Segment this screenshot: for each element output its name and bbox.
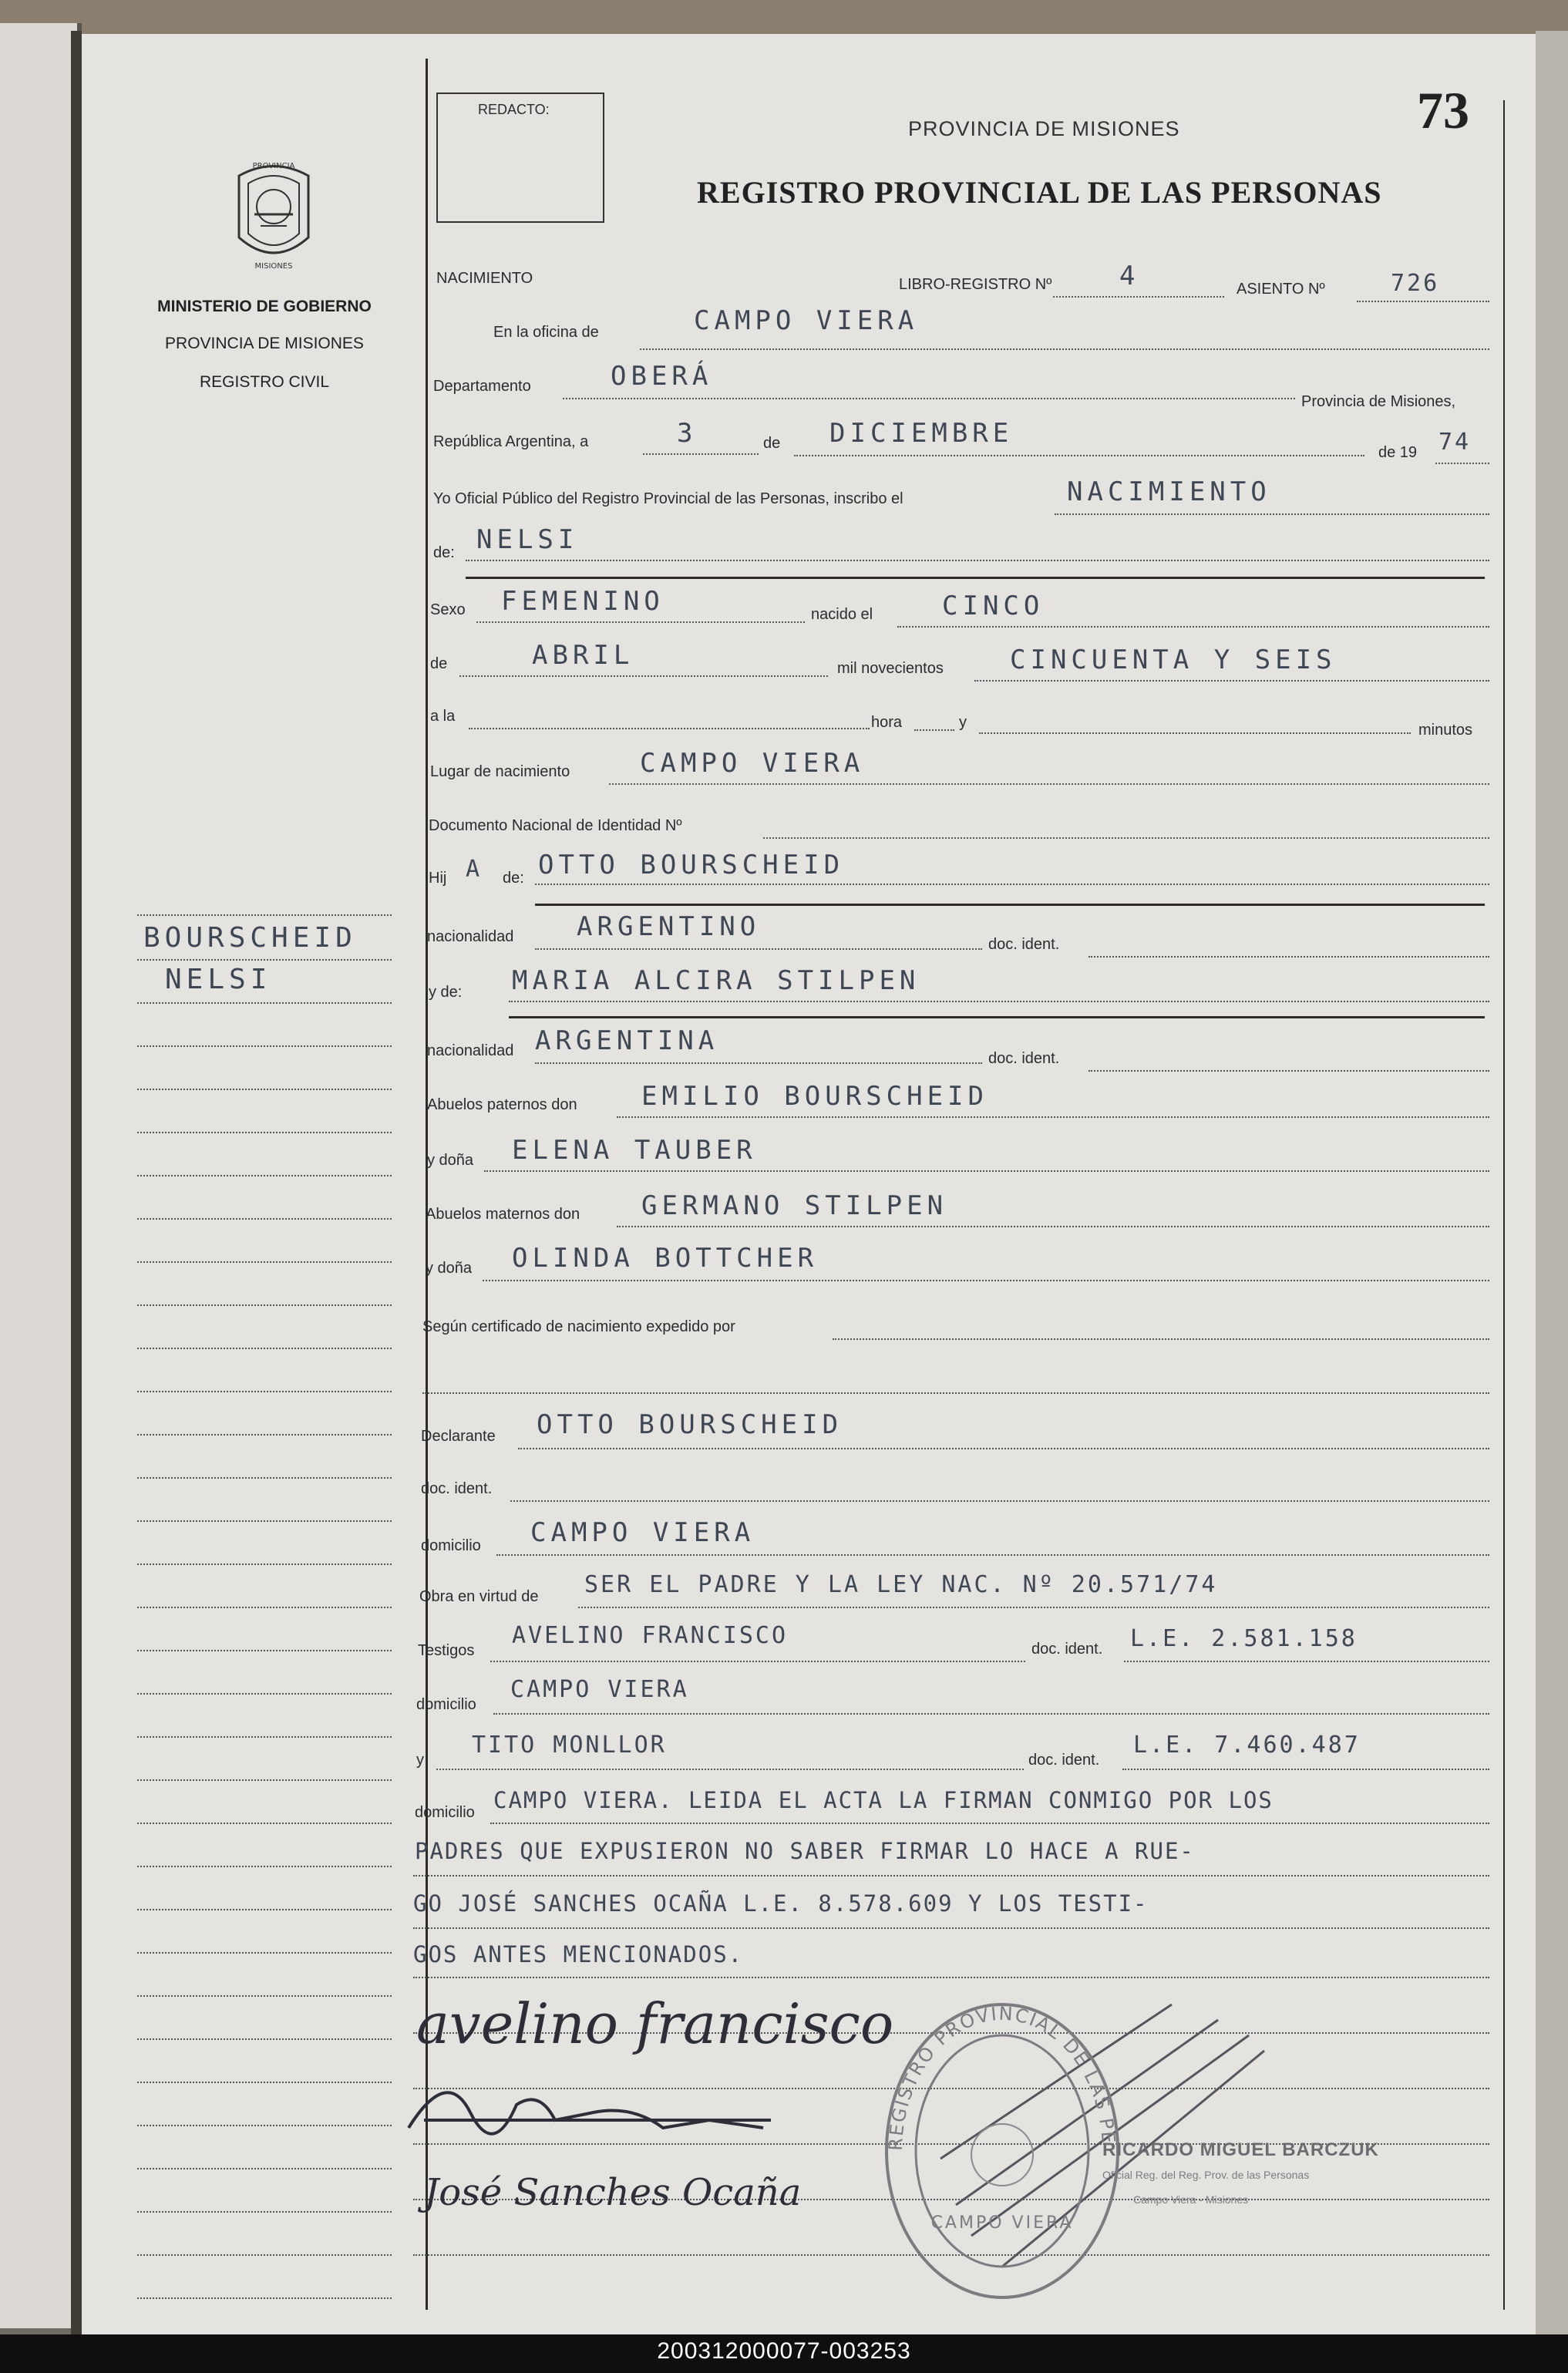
- sexo-line: [476, 621, 805, 623]
- testigo2-line: [436, 1769, 1024, 1770]
- form-right-rule: [1503, 100, 1505, 2310]
- province-title: PROVINCIA DE MISIONES: [908, 117, 1180, 140]
- testigo1-doc-line: [1124, 1661, 1489, 1662]
- nacido-label: nacido el: [811, 606, 873, 623]
- testigo2-doc-line: [1122, 1769, 1489, 1770]
- abuelo-mat-line: [617, 1226, 1489, 1227]
- coat-of-arms-icon: [224, 153, 324, 276]
- hij-de-label: de:: [503, 870, 524, 887]
- ministry-office: REGISTRO CIVIL: [199, 373, 330, 391]
- margin-rule: [137, 1348, 392, 1349]
- persona-line: [466, 560, 1489, 561]
- declarante-line: [518, 1448, 1489, 1449]
- domicilio3-line4: GOS ANTES MENCIONADOS.: [413, 1941, 744, 1967]
- domicilio1-line: [496, 1554, 1489, 1556]
- domicilio3-line2: PADRES QUE EXPUSIERON NO SABER FIRMAR LO HACE A RUE-: [415, 1838, 1195, 1864]
- margin-rule: [137, 2168, 392, 2169]
- persona-underline: [466, 577, 1485, 579]
- docident5-label: doc. ident.: [1028, 1752, 1100, 1769]
- year-value: 74: [1438, 429, 1472, 456]
- nacionalidad2-label: nacionalidad: [427, 1042, 514, 1059]
- docident2-label: doc. ident.: [988, 1050, 1060, 1067]
- testigo1-doc: L.E. 2.581.158: [1130, 1625, 1358, 1652]
- domicilio2-line: [493, 1713, 1489, 1715]
- abuela-pat-value: ELENA TAUBER: [512, 1135, 757, 1166]
- asiento-label: ASIENTO Nº: [1237, 281, 1325, 298]
- signature-1: avelino francisco: [416, 1991, 894, 2056]
- margin-surname: BOURSCHEID: [143, 922, 357, 954]
- margin-rule: [137, 959, 392, 961]
- madre-underline: [509, 1016, 1485, 1018]
- asiento-value: 726: [1391, 270, 1440, 297]
- persona-value: NELSI: [476, 524, 579, 555]
- month-line: [794, 455, 1364, 456]
- margin-rule: [137, 1866, 392, 1867]
- abuelo-mat-value: GERMANO STILPEN: [641, 1190, 948, 1221]
- margin-rule: [137, 1650, 392, 1651]
- domicilio2-value: CAMPO VIERA: [510, 1676, 689, 1703]
- domicilio3-line1: CAMPO VIERA. LEIDA EL ACTA LA FIRMAN CONMIGO POR LOS: [493, 1787, 1274, 1813]
- nacionalidad1-value: ARGENTINO: [577, 911, 761, 942]
- ydona2-label: y doña: [426, 1260, 473, 1277]
- book-spine: [71, 31, 82, 2336]
- margin-rule: [137, 1995, 392, 1997]
- sexo-label: Sexo: [430, 601, 466, 618]
- margin-rule: [137, 1909, 392, 1910]
- signature-3: José Sanches Ocaña: [424, 2171, 802, 2214]
- abuela-mat-line: [483, 1280, 1489, 1281]
- margin-rule: [137, 1520, 392, 1522]
- margin-rule: [137, 1693, 392, 1695]
- redacto-label: REDACTO:: [478, 102, 550, 117]
- testigo1-line: [490, 1661, 1025, 1662]
- mil-label: mil novecientos: [837, 660, 944, 677]
- anio-nac-value: CINCUENTA Y SEIS: [1010, 645, 1337, 675]
- declarante-value: OTTO BOURSCHEID: [537, 1409, 843, 1440]
- dni-label: Documento Nacional de Identidad Nº: [429, 817, 682, 834]
- anio-nac-line: [974, 680, 1489, 682]
- ministry-province: PROVINCIA DE MISIONES: [165, 335, 364, 352]
- testigo2-value: TITO MONLLOR: [472, 1732, 667, 1759]
- docident3-line: [510, 1500, 1489, 1502]
- margin-rule: [137, 2211, 392, 2213]
- padre-value: OTTO BOURSCHEID: [538, 850, 845, 880]
- redacto-box: [436, 93, 604, 223]
- margin-rule: [137, 1261, 392, 1263]
- docident1-label: doc. ident.: [988, 936, 1060, 953]
- mes-nac-line: [459, 675, 828, 677]
- margin-rule: [137, 1823, 392, 1824]
- ydona1-label: y doña: [427, 1152, 474, 1169]
- signature-2-scribble: [409, 2092, 771, 2133]
- domicilio1-value: CAMPO VIERA: [530, 1517, 755, 1548]
- departamento-label: Departamento: [433, 378, 531, 395]
- hora-line: [469, 728, 870, 729]
- hora-label: hora: [871, 714, 903, 731]
- madre-line: [509, 1001, 1489, 1002]
- stamp-emblem-icon: [971, 2124, 1033, 2186]
- acto-line: [1055, 513, 1489, 515]
- abuela-mat-value: OLINDA BOTTCHER: [512, 1243, 819, 1274]
- certificado-line-2: [422, 1392, 1489, 1394]
- domicilio3-label: domicilio: [415, 1804, 475, 1821]
- abuela-pat-line: [484, 1170, 1489, 1172]
- margin-rule: [137, 1434, 392, 1436]
- de-label: de: [763, 435, 781, 452]
- madre-value: MARIA ALCIRA STILPEN: [512, 965, 920, 996]
- year-line: [1435, 463, 1489, 464]
- abuelos-mat-label: Abuelos maternos don: [426, 1206, 580, 1223]
- facing-page: [0, 23, 82, 2328]
- padre-line: [535, 884, 1489, 885]
- certificado-label: Según certificado de nacimiento expedido por: [422, 1318, 735, 1335]
- margin-rule: [137, 1607, 392, 1608]
- domicilio2-label: domicilio: [416, 1696, 476, 1713]
- obra-line: [578, 1607, 1489, 1608]
- docident4-label: doc. ident.: [1031, 1641, 1103, 1658]
- testigo2-doc: L.E. 7.460.487: [1133, 1732, 1361, 1759]
- sexo-value: FEMENINO: [501, 586, 665, 617]
- day-value: 3: [677, 418, 698, 449]
- nacionalidad1-label: nacionalidad: [427, 928, 514, 945]
- padre-underline: [535, 904, 1485, 906]
- margin-rule: [137, 2125, 392, 2126]
- mes-nac-value: ABRIL: [532, 640, 634, 671]
- hora-line-2: [914, 729, 954, 731]
- ministry-name: MINISTERIO DE GOBIERNO: [157, 298, 372, 315]
- docident2-line: [1089, 1070, 1489, 1072]
- officer-title: Oficial Reg. del Reg. Prov. de las Personas: [1102, 2169, 1310, 2181]
- officer-name: RICARDO MIGUEL BARCZUK: [1102, 2139, 1379, 2160]
- domicilio3-line3: GO JOSÉ SANCHES OCAÑA L.E. 8.578.609 Y LOS TESTI-: [413, 1890, 1149, 1917]
- margin-rule: [137, 1736, 392, 1738]
- departamento-line: [563, 398, 1295, 399]
- margin-rule: [137, 1477, 392, 1479]
- de-persona-label: de:: [433, 544, 455, 561]
- abuelos-pat-label: Abuelos paternos don: [427, 1096, 577, 1113]
- libro-label: LIBRO-REGISTRO Nº: [899, 276, 1052, 293]
- continuation-line-2: [413, 1927, 1489, 1929]
- day-line: [643, 453, 759, 455]
- margin-rule: [137, 1218, 392, 1220]
- provincia-label: Provincia de Misiones,: [1301, 393, 1456, 410]
- obra-label: Obra en virtud de: [419, 1588, 539, 1605]
- month-value: DICIEMBRE: [829, 418, 1014, 449]
- signatures-area: [401, 1974, 1449, 2328]
- document-id: 200312000077-003253: [657, 2338, 911, 2364]
- lugar-line: [609, 783, 1489, 785]
- y-label: y: [959, 714, 967, 731]
- declarante-label: Declarante: [421, 1428, 496, 1445]
- officer-place: Campo Viera - Misiones: [1133, 2193, 1249, 2206]
- y2-label: y: [416, 1752, 424, 1769]
- minutos-label: minutos: [1418, 722, 1473, 739]
- margin-rule: [137, 1089, 392, 1090]
- abuelo-pat-line: [617, 1116, 1489, 1118]
- nacimiento-label: NACIMIENTO: [436, 270, 533, 287]
- margin-rule: [137, 1563, 392, 1565]
- oficina-line: [640, 348, 1489, 350]
- yde-label: y de:: [429, 984, 463, 1001]
- margin-rule: [137, 1304, 392, 1306]
- hij-label: Hij: [429, 870, 447, 887]
- book-cover-edge: [0, 0, 1568, 35]
- departamento-value: OBERÁ: [611, 361, 713, 392]
- dni-line: [763, 837, 1489, 839]
- continuation-line-1: [413, 1875, 1489, 1877]
- stamp-ring-text: REGISTRO PROVINCIAL DE LAS PE: [884, 2002, 1119, 2152]
- minutos-line: [979, 732, 1411, 734]
- page-stack-edge: [1536, 31, 1568, 2336]
- oficial-label: Yo Oficial Público del Registro Provincial de las Personas, inscribo el: [433, 490, 903, 507]
- oficina-label: En la oficina de: [493, 324, 599, 341]
- margin-rule: [137, 1952, 392, 1954]
- certificado-line: [833, 1338, 1489, 1340]
- margin-rule: [137, 2297, 392, 2299]
- nacionalidad2-value: ARGENTINA: [535, 1025, 719, 1056]
- seal-text-bottom: MISIONES: [254, 262, 293, 271]
- acto-value: NACIMIENTO: [1067, 476, 1271, 507]
- domicilio1-label: domicilio: [421, 1537, 481, 1554]
- form-left-rule: [426, 59, 428, 2310]
- ala-label: a la: [430, 708, 456, 725]
- nacionalidad2-line: [535, 1062, 982, 1064]
- stamp-center-text: CAMPO VIERA: [930, 2213, 1074, 2233]
- domicilio3-line: [490, 1823, 1489, 1824]
- abuelo-pat-value: EMILIO BOURSCHEID: [641, 1081, 988, 1112]
- lugar-value: CAMPO VIERA: [640, 748, 865, 779]
- margin-rule: [137, 1045, 392, 1047]
- margin-rule: [137, 914, 392, 916]
- page-number: 73: [1417, 81, 1469, 140]
- margin-rule: [137, 1391, 392, 1392]
- oficina-value: CAMPO VIERA: [694, 305, 919, 336]
- margin-name: NELSI: [165, 964, 272, 995]
- asiento-line: [1357, 301, 1489, 302]
- nacionalidad1-line: [535, 948, 982, 950]
- margin-rule: [137, 2254, 392, 2256]
- libro-line: [1053, 296, 1224, 298]
- nacido-value: CINCO: [942, 591, 1045, 621]
- lugar-label: Lugar de nacimiento: [430, 763, 570, 780]
- testigo1-value: AVELINO FRANCISCO: [512, 1622, 789, 1649]
- seal-text-top: PROVINCIA: [252, 162, 295, 170]
- margin-rule: [137, 1002, 392, 1004]
- registry-title: REGISTRO PROVINCIAL DE LAS PERSONAS: [697, 175, 1382, 210]
- margin-rule: [137, 1132, 392, 1133]
- obra-value: SER EL PADRE Y LA LEY NAC. Nº 20.571/74: [584, 1571, 1218, 1598]
- margin-rule: [137, 2038, 392, 2040]
- margin-rule: [137, 2082, 392, 2083]
- docident1-line: [1089, 956, 1489, 958]
- hij-suffix: A: [466, 856, 483, 883]
- margin-rule: [137, 1779, 392, 1781]
- libro-value: 4: [1119, 261, 1140, 291]
- republica-label: República Argentina, a: [433, 433, 589, 450]
- year-label: de 19: [1378, 444, 1418, 461]
- nacido-line: [897, 626, 1489, 628]
- docident3-label: doc. ident.: [421, 1480, 493, 1497]
- testigos-label: Testigos: [418, 1642, 475, 1659]
- margin-rule: [137, 1175, 392, 1176]
- de2-label: de: [430, 655, 448, 672]
